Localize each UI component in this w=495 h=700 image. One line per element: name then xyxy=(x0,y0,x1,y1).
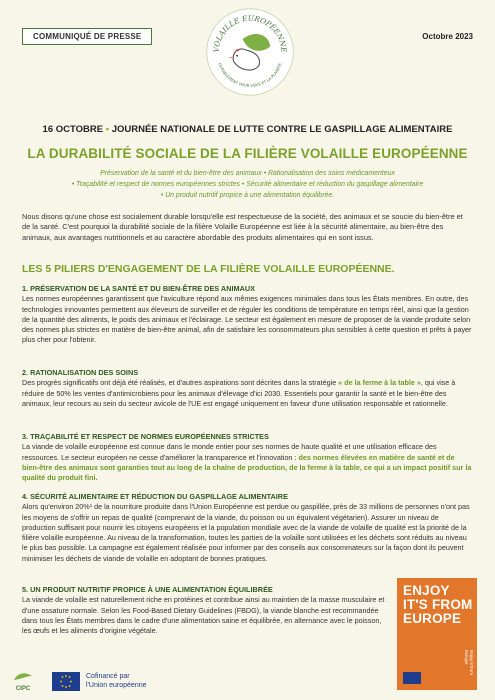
pillar-section-2 xyxy=(22,368,473,409)
cipc-logo xyxy=(12,670,34,692)
pillar-title: 2. RATIONALISATION DES SOINS xyxy=(22,368,139,377)
volaille-europeenne-logo xyxy=(204,6,296,98)
pillar-text-part: , qui vise à réduire de 50% les ventes d'antimicrobiens pour les animaux d'élevage d'ici 2030. Essentiels pour garantir la santé et le bien-être des animaux, leur recours au sein du secteur avicole de l'UE est engagé uniquement en faveur d'une utilisation responsable et rationnelle. xyxy=(22,378,456,408)
pillar-text xyxy=(22,442,473,483)
enjoy-eu-flag-icon xyxy=(403,672,421,684)
pillar-text: Alors qu'environ 20%¹ de la nourriture produite dans l'Union Européenne est perdue ou gaspillée, près de 33 millions de personnes n'ont pas les moyens de s'offrir un repas de qualité (comprenant de la viande, du poisson ou un équivalent végétarien). Assurer un niveau de production suffisant pour nourrir les citoyens européens et la population mondiale avec de la viande de volaille de qualité est la priorité de la filière volaille européenne. Au niveau de la transformation, toutes les parties de la volaille sont utilisées et les déchets sont réduits au niveau le plus bas possible. La campagne est également réalisée pour informer par des conseils aux consommateurs sur la façon dont ils peuvent minimiser les déchets de viande de volaille en adoptant de bonnes pratiques. xyxy=(22,502,470,563)
pillar-highlight: des normes élevées en matière de santé et de bien-être des animaux sont garanties tout au long de la chaîne de production, de la ferme à la table, ce qui a un impact positif sur la qualité du produit fini. xyxy=(22,452,472,483)
release-date: Octobre 2023 xyxy=(422,32,473,41)
enjoy-side-text: Enjoy it from Europe xyxy=(464,650,474,676)
cofinance-line: Cofinancé par xyxy=(86,673,130,680)
cofinance-line: l'Union européenne xyxy=(86,682,147,689)
enjoy-line: ENJOY xyxy=(403,583,450,598)
document-title: LA DURABILITÉ SOCIALE DE LA FILIÈRE VOLAILLE EUROPÉENNE xyxy=(27,146,468,161)
cipc-label: CIPC xyxy=(15,686,31,692)
headline-event: JOURNÉE NATIONALE DE LUTTE CONTRE LE GASPILLAGE ALIMENTAIRE xyxy=(111,124,453,135)
pillar-text-part: La viande de volaille européenne est connue dans le monde entier pour ses normes de haute qualité et une utilisation efficace des ressources. Le secteur européen ne cesse d'améliorer la transparence et l'innovation : xyxy=(22,442,437,462)
subtitle-block xyxy=(30,168,465,201)
pillar-text xyxy=(22,378,473,409)
pillar-section-1 xyxy=(22,284,473,346)
pillar-title: 3. TRAÇABILITÉ ET RESPECT DE NORMES EUROPÉENNES STRICTES xyxy=(22,432,269,441)
footer-logos xyxy=(12,670,147,692)
pillar-section-5 xyxy=(22,585,385,636)
svg-text:DURABLEMENT POUR VOUS ET LA PL: DURABLEMENT POUR VOUS ET LA PLANÈTE xyxy=(217,62,283,88)
enjoy-europe-logo xyxy=(397,578,477,690)
headline-bullet: • xyxy=(105,124,110,135)
pillar-text: Les normes européennes garantissent que l'aviculture répond aux mêmes exigences minimales dans tous les États membres. En outre, des technologies innovantes permettent aux éleveurs de surveiller et de réguler les conditions de température en temps réel, ainsi que la gestion de la quantité des aliments, le poids des animaux et l'éclairage. Le secteur est également en mesure de proposer de la viande produite selon des normes plus strictes en matière de bien-être animal, afin de satisfaire les consommateurs plus sensibles à cette question et prêts à payer plus cher pour l'obtenir. xyxy=(22,294,472,345)
pillar-title: 4. SÉCURITÉ ALIMENTAIRE ET RÉDUCTION DU GASPILLAGE ALIMENTAIRE xyxy=(22,492,288,501)
pillar-text: La viande de volaille est naturellement riche en protéines et contribue ainsi au maintien de la masse musculaire et d'une ossature normale. Selon les Food-Based Dietary Guidelines (FBDG), la viande blanche est recommandée dans tous les États membres dans le cadre d'une alimentation saine et équilibrée, en alternance avec le poisson, les œufs et les aliments d'origine végétale. xyxy=(22,595,385,636)
pillar-section-3 xyxy=(22,432,473,483)
subtitle-line: Préservation de la santé et du bien-être des animaux • Rationalisation des soins médicamenteux xyxy=(100,170,395,177)
intro-paragraph: Nous disons qu'une chose est socialement durable lorsqu'elle est respectueuse de la société, des animaux et se soucie du bien-être et de la santé. C'est pourquoi la durabilité sociale de la filière Volaille Européenne est liée à la sécurité alimentaire, au bien-être des animaux, aux avantages nutritionnels et au caractère abordable des produits alimentaires qui en sont issus. xyxy=(22,212,463,242)
enjoy-europe-text xyxy=(403,584,473,626)
svg-text:VOLAILLE EUROPÉENNE: VOLAILLE EUROPÉENNE xyxy=(211,13,289,53)
subtitle-line: • Traçabilité et respect de normes européennes strictes • Sécurité alimentaire et réduction du gaspillage alimentaire xyxy=(71,181,424,188)
enjoy-line: EUROPE xyxy=(403,611,462,626)
pillar-title: 1. PRÉSERVATION DE LA SANTÉ ET DU BIEN-ÊTRE DES ANIMAUX xyxy=(22,284,255,293)
headline-date: 16 OCTOBRE xyxy=(42,124,104,135)
headline xyxy=(0,124,495,135)
pillar-section-4 xyxy=(22,492,473,564)
eu-flag-icon xyxy=(52,672,80,691)
pillar-highlight: « de la ferme à la table » xyxy=(338,378,421,388)
pillars-heading: LES 5 PILIERS D'ENGAGEMENT DE LA FILIÈRE VOLAILLE EUROPÉENNE. xyxy=(22,263,395,275)
subtitle-line: • Un produit nutritif propice à une alimentation équilibrée. xyxy=(160,192,335,199)
press-release-badge: COMMUNIQUÉ DE PRESSE xyxy=(22,28,152,45)
eu-cofinance xyxy=(52,672,147,691)
pillar-text-part: Des progrès significatifs ont déjà été réalisés, et d'autres aspirations sont décrites dans la stratégie xyxy=(22,378,339,388)
cofinance-text xyxy=(86,672,147,690)
pillar-title: 5. UN PRODUIT NUTRITIF PROPICE À UNE ALIMENTATION ÉQUILIBRÉE xyxy=(22,585,273,594)
enjoy-line: IT'S FROM xyxy=(403,597,473,612)
cipc-bird-icon xyxy=(12,670,34,684)
